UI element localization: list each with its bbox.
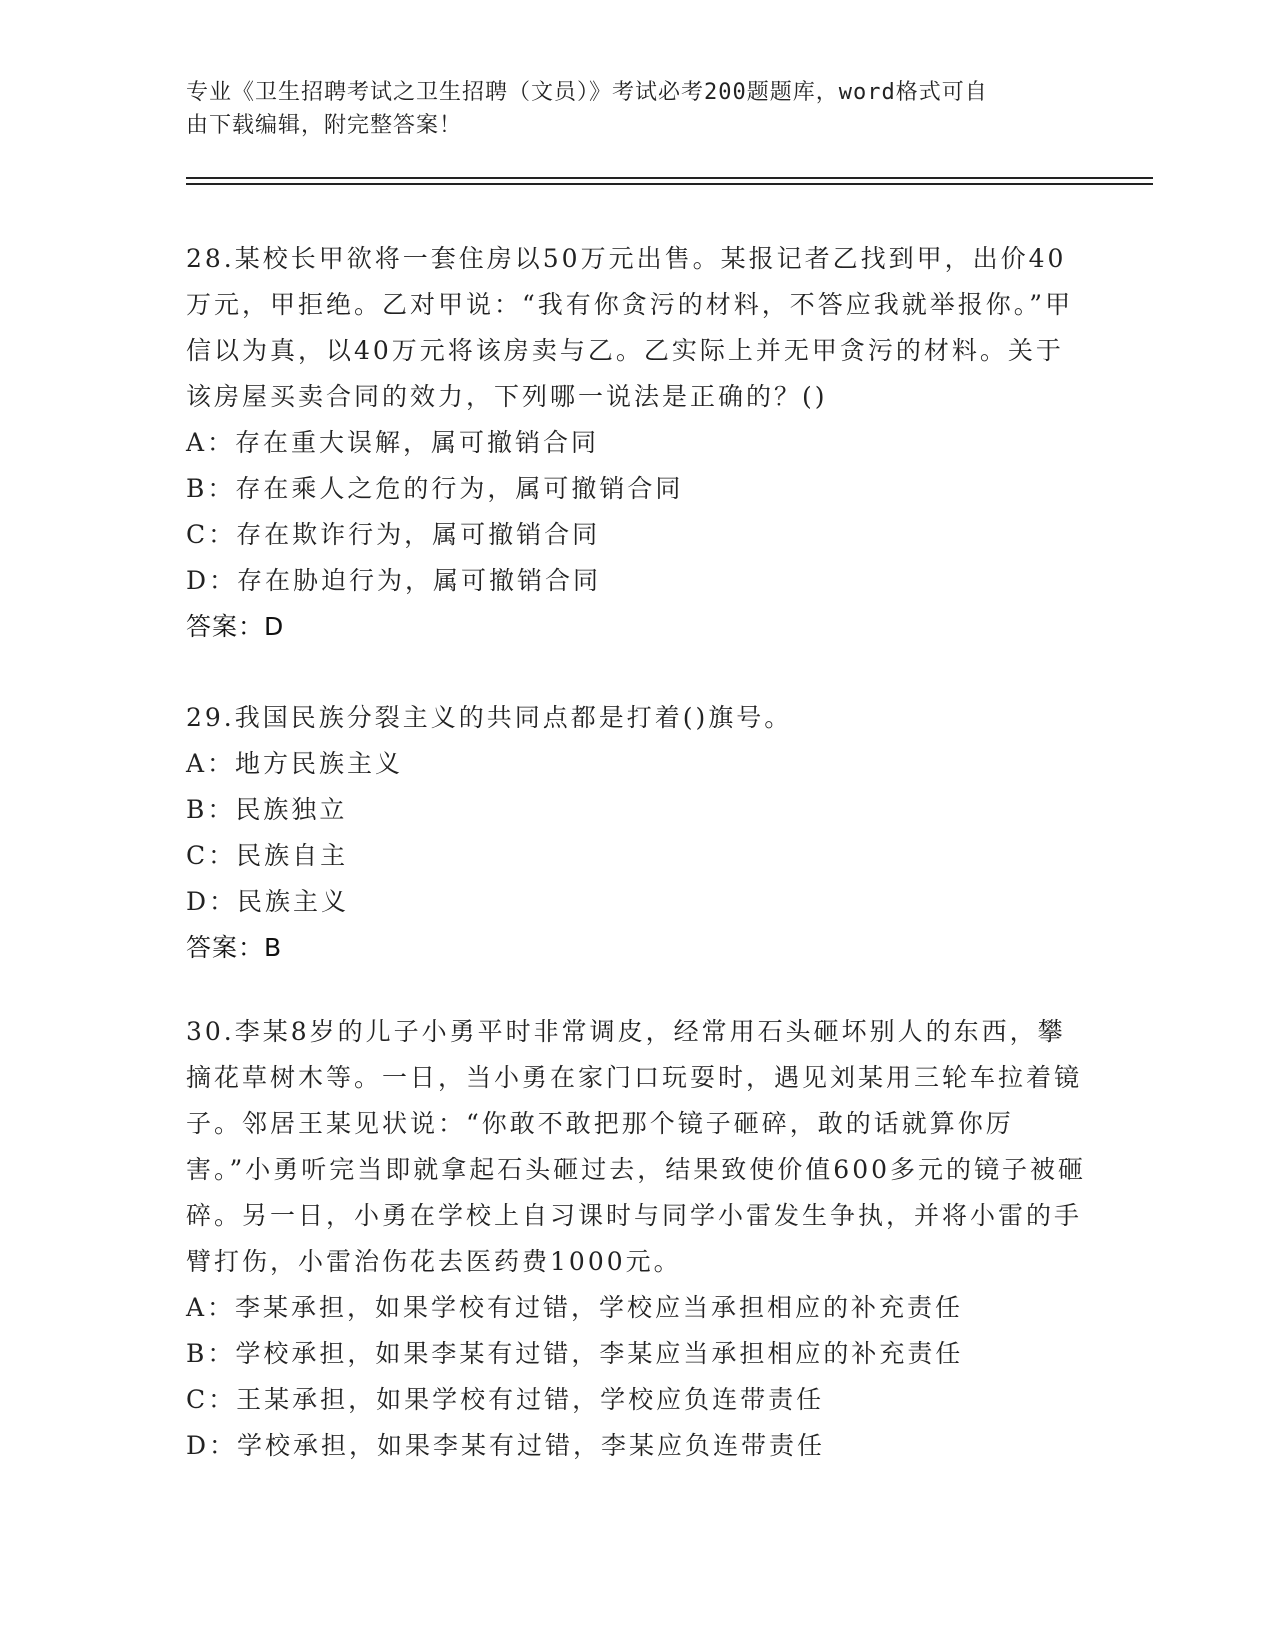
option-c: C：王某承担，如果学校有过错，学校应负连带责任 — [186, 1385, 825, 1414]
answer: 答案：B — [186, 933, 283, 962]
question-30 — [186, 1009, 1086, 1469]
option-b: B：存在乘人之危的行为，属可撤销合同 — [186, 474, 684, 503]
option-c: C：存在欺诈行为，属可撤销合同 — [186, 520, 601, 549]
header-line-2: 由下载编辑，附完整答案！ — [186, 113, 463, 138]
option-d: D：存在胁迫行为，属可撤销合同 — [186, 566, 602, 595]
option-a: A：李某承担，如果学校有过错，学校应当承担相应的补充责任 — [186, 1293, 964, 1322]
option-b: B：学校承担，如果李某有过错，李某应当承担相应的补充责任 — [186, 1339, 964, 1368]
option-b: B：民族独立 — [186, 795, 348, 824]
question-stem: 29.我国民族分裂主义的共同点都是打着()旗号。 — [186, 703, 793, 732]
option-d: D：民族主义 — [186, 887, 350, 916]
answer: 答案：D — [186, 612, 285, 641]
option-a: A：存在重大误解，属可撤销合同 — [186, 428, 600, 457]
document-header — [186, 76, 1066, 142]
option-a: A：地方民族主义 — [186, 749, 404, 778]
header-divider-bottom — [186, 183, 1153, 185]
question-28 — [186, 236, 1086, 650]
option-d: D：学校承担，如果李某有过错，李某应负连带责任 — [186, 1431, 826, 1460]
option-c: C：民族自主 — [186, 841, 349, 870]
question-stem: 28.某校长甲欲将一套住房以50万元出售。某报记者乙找到甲，出价40万元，甲拒绝。乙对甲说：“我有你贪污的材料，不答应我就举报你。”甲信以为真，以40万元将该房卖与乙。乙实际上并无甲贪污的材料。关于该房屋买卖合同的效力，下列哪一说法是正确的？() — [186, 244, 1074, 411]
header-divider-top — [186, 177, 1153, 179]
header-line-1: 专业《卫生招聘考试之卫生招聘（文员）》考试必考200题题库，word格式可自 — [186, 80, 988, 105]
question-29 — [186, 695, 1086, 971]
question-stem: 30.李某8岁的儿子小勇平时非常调皮，经常用石头砸坏别人的东西，攀摘花草树木等。一日，当小勇在家门口玩耍时，遇见刘某用三轮车拉着镜子。邻居王某见状说：“你敢不敢把那个镜子砸碎，敢的话就算你厉害。”小勇听完当即就拿起石头砸过去，结果致使价值600多元的镜子被砸碎。另一日，小勇在学校上自习课时与同学小雷发生争执，并将小雷的手臂打伤，小雷治伤花去医药费1000元。 — [186, 1017, 1087, 1276]
